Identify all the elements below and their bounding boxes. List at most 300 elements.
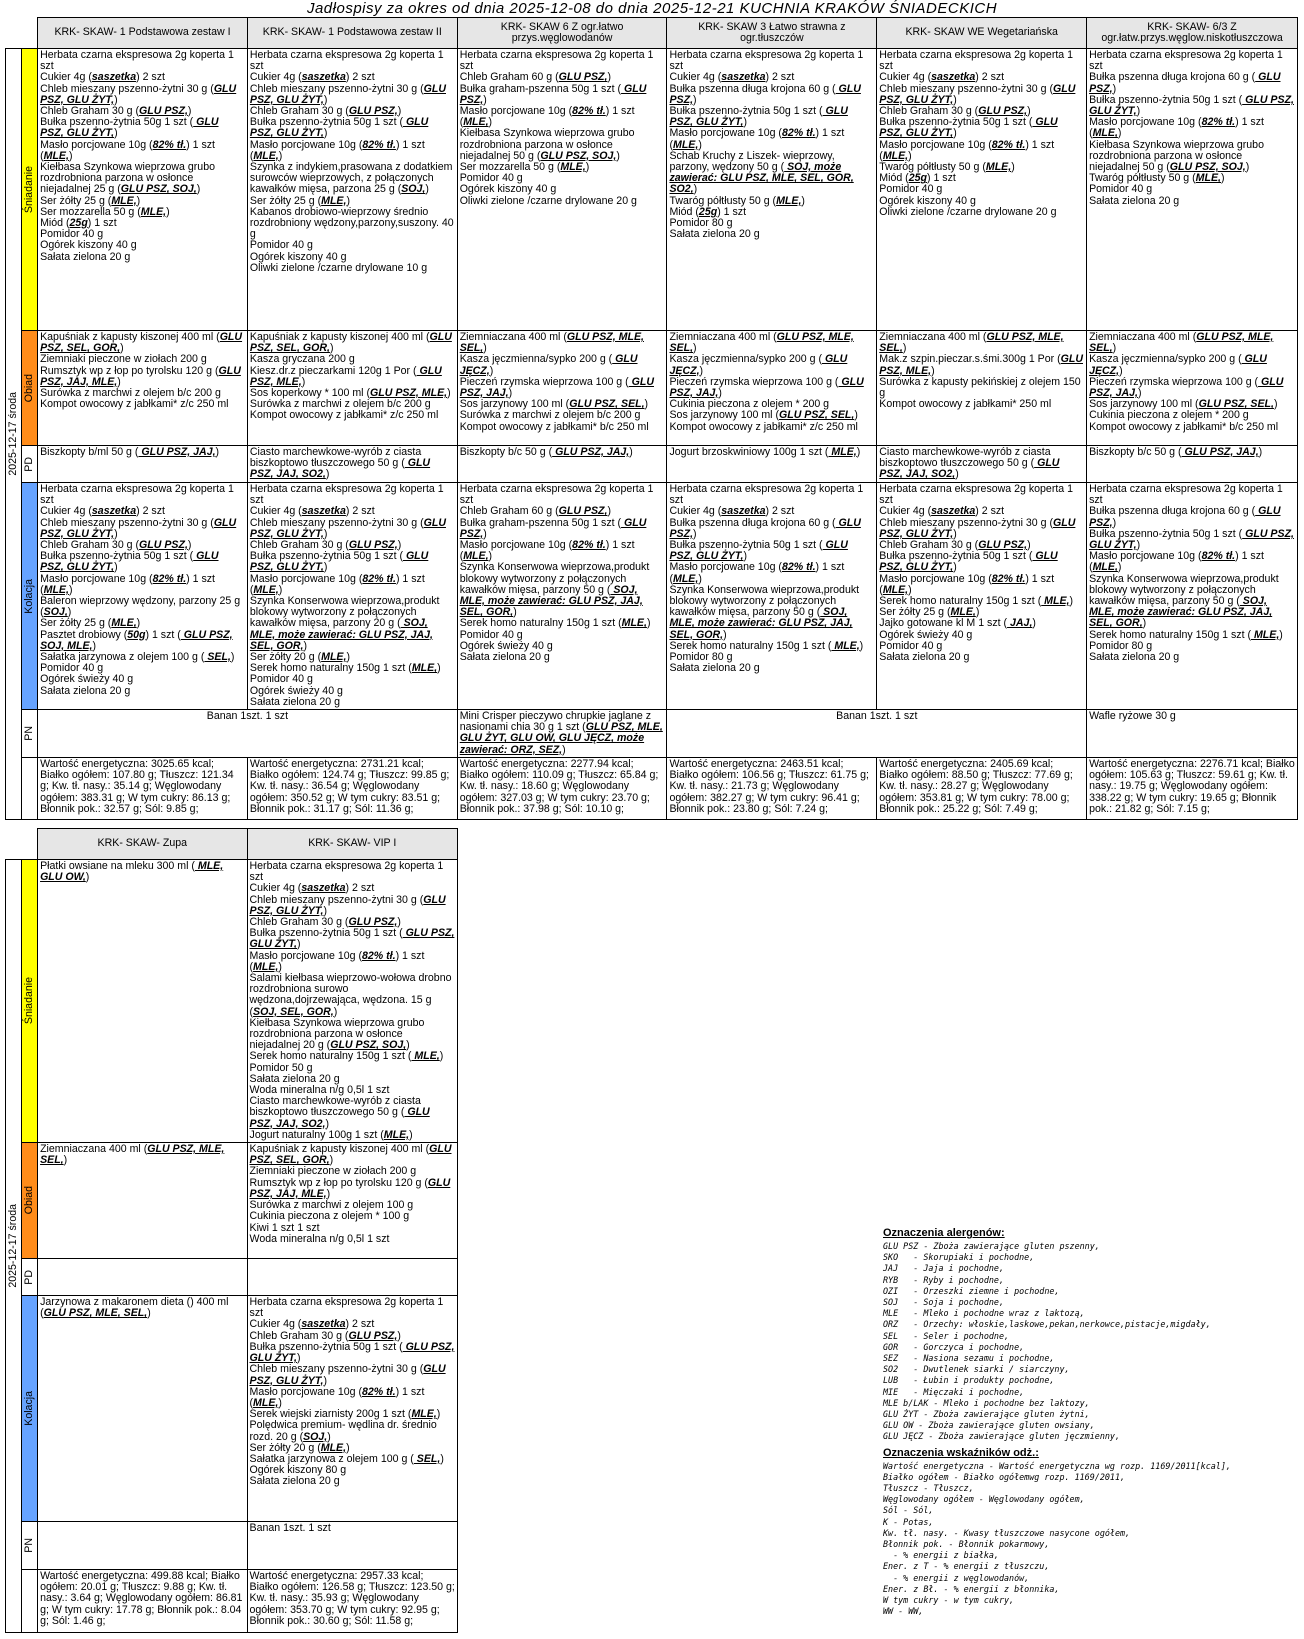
menu-table-1 — [5, 17, 1298, 820]
kolacja-cell — [38, 483, 248, 710]
menu-item: Kompot owocowy z jabłkami* z/c 250 ml — [249, 409, 439, 422]
menu-item: Pomidor 80 g — [669, 217, 733, 230]
allergen-codes: GLU PSZ, GLU ŻYT, — [249, 550, 429, 574]
allergen-legend-row: SKO - Skorupiaki i pochodne, — [883, 1252, 1035, 1263]
meal-label-obiad: Obiad — [22, 331, 38, 446]
meal-label-kolacja: Kolacja — [22, 1296, 38, 1522]
menu-item: Ser żółty 25 g (MLE,) — [249, 194, 350, 207]
allergen-legend-row: SOJ - Soja i pochodne, — [883, 1297, 1005, 1308]
menu-item: Pomidor 40 g — [249, 239, 313, 252]
allergen-codes: SOJ, MLE, może zawierać: GLU PSZ, JAJ, SEL, GOR, — [459, 583, 643, 619]
menu-item: Herbata czarna ekspresowa 2g koperta 1 szt — [249, 860, 444, 884]
menu-item: Kompot owocowy z jabłkami* z/c 250 ml — [669, 420, 858, 433]
menu-item: Bułka pszenno-żytnia 50g 1 szt ( GLU PSZ, GLU ŻYT,) — [249, 1340, 455, 1365]
allergen-codes: saszetka — [721, 505, 766, 518]
menu-item: Polędwica premium- wędlina dr. średnio rozd. 20 g (SOJ,) — [249, 1419, 437, 1443]
menu-item: Chleb Graham 60 g (GLU PSZ,) — [459, 71, 612, 84]
allergen-legend-row: ORZ - Orzechy: włoskie,laskowe,pekan,nerkowce,pistacje,migdały, — [883, 1319, 1211, 1330]
allergen-codes: saszetka — [721, 71, 766, 84]
sniadanie-cell — [877, 49, 1087, 331]
pn-cell: Banan 1szt. 1 szt — [667, 710, 1087, 758]
menu-item: Oliwki zielone /czarne drylowane 20 g — [879, 205, 1057, 218]
menu-item: Pomidor 40 g — [1089, 183, 1153, 196]
allergen-codes: MLE, — [1195, 172, 1221, 185]
menu-item: Kiełbasa Szynkowa wieprzowa grubo rozdrobniona parzona w osłonce niejadalnej 50 g (GLU PSZ, SOJ,) — [459, 127, 635, 162]
menu-item: Cukier 4g (saszetka) 2 szt — [40, 71, 165, 84]
menu-item: Pomidor 40 g — [40, 662, 104, 675]
allergen-codes: 25g — [698, 205, 718, 218]
menu-item: Woda mineralna n/g 0,5l 1 szt — [249, 1232, 390, 1245]
allergen-codes: GLU PSZ, GLU ŻYT, — [1089, 93, 1294, 118]
menu-item: Herbata czarna ekspresowa 2g koperta 1 szt — [669, 483, 864, 507]
menu-item: Szynka Konserwowa wieprzowa,produkt blokowy wytworzony z połączonych kawałków mięsa, parzony 50 g ( SOJ, MLE, może zawierać: GLU PSZ, JAJ, SEL, GOR,) — [459, 561, 650, 619]
allergen-legend-row: SEZ - Nasiona sezamu i pochodne, — [883, 1353, 1055, 1364]
meal-label-pd: PD — [22, 446, 38, 483]
allergen-codes: GLU PSZ, GLU ŻYT, — [249, 516, 446, 540]
sniadanie-cell — [247, 49, 457, 331]
allergen-codes: MLE, — [43, 149, 69, 162]
menu-item: Cukier 4g (saszetka) 2 szt — [879, 71, 1005, 84]
menu-item: Cukier 4g (saszetka) 2 szt — [249, 882, 375, 895]
allergen-codes: MLE, — [621, 617, 647, 630]
menu-item: Cukier 4g (saszetka) 2 szt — [879, 505, 1005, 518]
allergen-codes: 82% tł. — [152, 572, 187, 585]
menu-item: Miód (25g) 1 szt — [669, 205, 747, 218]
allergen-codes: GLU PSZ, SOJ, — [540, 149, 617, 162]
menu-item: Masło porcjowane 10g (82% tł.) 1 szt (MLE,) — [459, 105, 635, 129]
menu-item: Chleb Graham 30 g (GLU PSZ,) — [40, 105, 192, 118]
allergen-codes: GLU PSZ, — [558, 505, 608, 518]
allergen-codes: GLU PSZ, — [669, 516, 861, 540]
kolacja-cell — [247, 1296, 457, 1522]
menu-item: Pomidor 50 g — [249, 1061, 313, 1074]
allergen-codes: MLE, — [411, 1408, 437, 1421]
allergen-codes: GLU PSZ, GLU ŻYT, — [249, 1363, 446, 1387]
menu-item: Miód (25g) 1 szt — [879, 172, 956, 185]
menu-item: Chleb Graham 30 g (GLU PSZ,) — [249, 105, 402, 118]
allergen-legend-row: MLE - Mleko i pochodne wraz z laktozą, — [883, 1308, 1085, 1319]
stats-spacer — [22, 1570, 38, 1633]
menu-item: Masło porcjowane 10g (82% tł.) 1 szt (MLE,) — [249, 138, 425, 162]
sniadanie-cell — [1087, 49, 1298, 331]
menu-item: Oliwki zielone /czarne drylowane 20 g — [459, 194, 637, 207]
allergen-codes: GLU PSZ, JAJ, — [552, 446, 630, 458]
allergen-legend-row: OZI - Orzeszki ziemne i pochodne, — [883, 1285, 1060, 1296]
column-header: KRK- SKAW- 1 Podstawowa zestaw I — [38, 18, 248, 49]
allergen-codes: GLU PSZ, MLE, SEL, — [43, 1307, 148, 1320]
menu-item: Kompot owocowy z jabłkami* z/c 250 ml — [40, 398, 229, 411]
menu-item: Chleb Graham 30 g (GLU PSZ,) — [879, 539, 1031, 552]
allergen-codes: 82% tł. — [362, 1385, 396, 1398]
allergen-codes: SOJ, — [401, 183, 426, 196]
allergen-codes: 82% tł. — [572, 539, 606, 552]
menu-item: Herbata czarna ekspresowa 2g koperta 1 szt — [40, 483, 234, 507]
meal-label-sniadanie: Śniadanie — [22, 860, 38, 1143]
menu-item: Serek homo naturalny 150g 1 szt (MLE,) — [459, 617, 651, 630]
legend — [883, 1227, 1298, 1618]
menu-item: Serek wiejski ziarnisty 200g 1 szt (MLE,) — [249, 1408, 441, 1421]
allergen-codes: GLU PSZ, MLE, — [370, 387, 448, 400]
menu-item: Ogórek kiszony 80 g — [249, 1464, 347, 1477]
menu-item: Ogórek kiszony 40 g — [40, 239, 137, 252]
menu-item: Jajko gotowane kl M 1 szt ( JAJ,) — [879, 617, 1036, 630]
allergen-codes: GLU PSZ, — [669, 82, 861, 106]
allergen-codes: GLU PSZ, JAJ, MLE, — [249, 1176, 451, 1200]
allergen-codes: GLU PSZ, SEL, GOR, — [40, 331, 243, 355]
allergen-codes: 82% tł. — [152, 138, 187, 151]
allergen-codes: GLU PSZ, MLE, GLU ŻYT, GLU OW, GLU JĘCZ, może zawierać: ORZ, SEZ, — [459, 721, 663, 756]
menu-item: Ogórek świeży 40 g — [249, 684, 343, 697]
indicator-legend-row: Węglowodany ogółem - Węglowodany ogółem, — [883, 1494, 1085, 1505]
stats-cell: Wartość energetyczna: 2277.94 kcal; Białko ogółem: 110.09 g; Tłuszcz: 65.84 g; Kw. tł. nasy.: 18.60 g; Węglowodany ogółem: 327.03 g; W tym cukry: 23.70 g; Błonnik pok.: 37.98 g; Sól: 10.10 g; — [457, 758, 667, 820]
allergen-codes: 82% tł. — [572, 105, 606, 118]
menu-item: Ziemniaki pieczone w ziołach 200 g — [249, 1165, 417, 1178]
menu-item: Sałata zielona 20 g — [40, 684, 131, 697]
menu-item: Ogórek kiszony 40 g — [249, 250, 347, 263]
menu-item: Sałata zielona 20 g — [1089, 651, 1180, 664]
allergen-codes: MLE, — [1041, 595, 1070, 608]
allergen-codes: MLE, — [320, 1441, 347, 1454]
date-cell: 2025-12-17 środa — [6, 49, 22, 820]
menu-item: Bułka graham-pszenna 50g 1 szt ( GLU PSZ,) — [459, 82, 647, 106]
menu-item: Jogurt brzoskwiniowy 100g 1 szt ( MLE,) — [669, 446, 861, 458]
allergen-codes: GLU PSZ, JAJ, SO2, — [249, 1106, 430, 1130]
allergen-codes: SOJ, — [303, 1430, 328, 1443]
allergen-codes: GLU PSZ, GLU ŻYT, — [40, 116, 219, 140]
menu-item: Sałata zielona 20 g — [879, 651, 970, 664]
menu-item: Ser żółty 25 g (MLE,) — [40, 617, 141, 630]
allergen-codes: GLU PSZ, — [348, 539, 398, 552]
allergen-codes: GLU PSZ, GLU ŻYT, — [249, 893, 446, 917]
allergen-codes: 25g — [69, 217, 88, 230]
menu-item: Sałata zielona 20 g — [249, 1072, 340, 1085]
allergen-codes: 50g — [127, 628, 146, 641]
column-header: KRK- SKAW 3 Łatwo strawna z ogr.tłuszczów — [667, 18, 877, 49]
kolacja-cell — [667, 483, 877, 710]
menu-item: Masło porcjowane 10g (82% tł.) 1 szt (MLE,) — [249, 572, 425, 596]
menu-item: Kasza jęczmienna/sypko 200 g ( GLU JĘCZ,) — [669, 353, 848, 377]
allergen-codes: MLE, — [1251, 628, 1280, 641]
stats-cell: Wartość energetyczna: 499.88 kcal; Białko ogółem: 20.01 g; Tłuszcz: 9.88 g; Kw. tł. nasy.: 3.64 g; Węglowodany ogółem: 86.81 g; W tym cukry: 17.78 g; Błonnik pok.: 8.04 g; Sól: 1.46 g; — [38, 1570, 247, 1633]
menu-item: Ser żółty 20 g (MLE,) — [249, 651, 350, 664]
menu-item: Bułka pszenno-żytnia 50g 1 szt ( GLU PSZ, GLU ŻYT,) — [669, 105, 848, 129]
sniadanie-cell — [667, 49, 877, 331]
allergen-codes: MLE, — [43, 583, 69, 596]
obiad-cell — [247, 331, 457, 446]
allergen-codes: GLU PSZ, GLU ŻYT, — [879, 82, 1076, 106]
allergen-codes: GLU PSZ, — [139, 539, 188, 552]
menu-item: Ser mozzarella 50 g (MLE,) — [40, 205, 170, 218]
menu-item: Herbata czarna ekspresowa 2g koperta 1 szt — [249, 483, 444, 507]
menu-item: Chleb mieszany pszenno-żytni 30 g (GLU PSZ, GLU ŻYT,) — [879, 516, 1076, 540]
allergen-codes: 82% tł. — [991, 138, 1026, 151]
pd-cell — [247, 446, 457, 483]
indicator-legend-row: - % energii z węglowodanów, — [883, 1572, 1030, 1583]
menu-item: Biszkopty b/ml 50 g ( GLU PSZ, JAJ,) — [40, 446, 220, 458]
menu-item: Bułka pszenna długa krojona 60 g ( GLU PSZ,) — [669, 82, 861, 106]
menu-item: Sałatka jarzynowa z olejem 100 g ( SEL,) — [40, 651, 235, 664]
menu-item: Jogurt naturalny 100g 1 szt (MLE,) — [249, 1128, 413, 1141]
menu-item: Chleb mieszany pszenno-żytni 30 g (GLU PSZ, GLU ŻYT,) — [249, 82, 446, 106]
menu-item: Sałata zielona 20 g — [40, 250, 131, 263]
menu-item: Pomidor 40 g — [459, 172, 523, 185]
menu-item: Herbata czarna ekspresowa 2g koperta 1 szt — [1089, 483, 1283, 507]
meal-label-kolacja: Kolacja — [22, 483, 38, 710]
indicator-legend-row: Kw. tł. nasy. - Kwasy tłuszczowe nasycone ogółem, — [883, 1527, 1131, 1538]
indicator-legend-row: - % energii z białka, — [883, 1550, 999, 1561]
allergen-legend-row: RYB - Ryby i pochodne, — [883, 1274, 1005, 1285]
menu-item: Bułka pszenno-żytnia 50g 1 szt ( GLU PSZ, GLU ŻYT,) — [249, 550, 429, 574]
menu-item: Masło porcjowane 10g (82% tł.) 1 szt (MLE,) — [1089, 550, 1264, 574]
menu-item: Kompot owocowy z jabłkami* b/c 250 ml — [459, 420, 649, 433]
menu-item: Rumsztyk wp z łop po tyrolsku 120 g (GLU PSZ, JAJ, MLE,) — [249, 1176, 451, 1200]
menu-item: Bułka pszenna długa krojona 60 g ( GLU PSZ,) — [669, 516, 861, 540]
menu-item: Masło porcjowane 10g (82% tł.) 1 szt (MLE,) — [459, 539, 635, 563]
menu-item: Pomidor 40 g — [459, 628, 523, 641]
menu-item: Kiełbasa Szynkowa wieprzowa grubo rozdrobniona parzona w osłonce niejadalnej 20 g (GLU PSZ, SOJ,) — [249, 1016, 425, 1052]
allergen-codes: GLU PSZ, JAJ, MLE, — [40, 364, 241, 388]
stats-cell: Wartość energetyczna: 2405.69 kcal; Białko ogółem: 88.50 g; Tłuszcz: 77.69 g; Kw. tł. nasy.: 28.27 g; Węglowodany ogółem: 353.81 g; W tym cukry: 78.00 g; Błonnik pok.: 25.22 g; Sól: 7.49 g; — [877, 758, 1087, 820]
pd-cell — [38, 446, 248, 483]
sniadanie-cell — [38, 49, 248, 331]
column-header: KRK- SKAW 6 Z ogr.łatwo przys.węglowodanów — [457, 18, 667, 49]
menu-item: Ziemniaczana 400 ml (GLU PSZ, MLE, SEL,) — [40, 1143, 225, 1167]
menu-item: Sos jarzynowy 100 ml (GLU PSZ, SEL,) — [1089, 398, 1278, 411]
allergen-codes: GLU PSZ, GLU ŻYT, — [879, 116, 1058, 140]
menu-item: Masło porcjowane 10g (82% tł.) 1 szt (MLE,) — [669, 127, 845, 151]
kolacja-cell — [247, 483, 457, 710]
column-header: KRK- SKAW- 6/3 Z ogr.łatw.przys.węglow.niskotłuszczowa — [1087, 18, 1298, 49]
indicator-legend-row: WW - WW, — [883, 1606, 924, 1617]
pd-cell — [247, 1259, 457, 1296]
allergen-codes: 82% tł. — [362, 572, 396, 585]
menu-item: Herbata czarna ekspresowa 2g koperta 1 szt — [879, 49, 1074, 73]
allergen-codes: SEL, — [413, 1452, 441, 1465]
allergen-codes: GLU PSZ, SEL, — [569, 398, 645, 411]
sniadanie-cell — [457, 49, 667, 331]
menu-item: Ciasto marchewkowe-wyrób z ciasta biszkoptowo tłuszczowego 50 g ( GLU PSZ, JAJ, SO2,) — [249, 446, 431, 481]
allergen-legend-row: GLU PSZ - Zboża zawierające gluten pszenny, — [883, 1241, 1100, 1251]
menu-item: Bułka pszenno-żytnia 50g 1 szt ( GLU PSZ, GLU ŻYT,) — [249, 116, 429, 140]
menu-item: Serek homo naturalny 150g 1 szt ( MLE,) — [669, 639, 864, 652]
menu-item: Chleb Graham 30 g (GLU PSZ,) — [40, 539, 192, 552]
menu-item: Bułka pszenno-żytnia 50g 1 szt ( GLU PSZ, GLU ŻYT,) — [40, 116, 219, 140]
menu-item: Pomidor 40 g — [249, 673, 313, 686]
allergen-codes: GLU PSZ, SEL, GOR, — [249, 1143, 452, 1167]
allergen-codes: GLU PSZ, GLU ŻYT, — [669, 539, 848, 563]
allergen-codes: GLU PSZ, JAJ, — [459, 375, 654, 400]
obiad-cell — [877, 331, 1087, 446]
menu-item: Surówka z marchwi z olejem b/c 200 g — [40, 387, 221, 400]
menu-item: Masło porcjowane 10g (82% tł.) 1 szt (MLE,) — [669, 561, 845, 585]
menu-item: Bułka pszenno-żytnia 50g 1 szt ( GLU PSZ, GLU ŻYT,) — [669, 539, 848, 563]
allergen-codes: GLU PSZ, GLU ŻYT, — [1089, 527, 1294, 552]
allergen-legend-row: GLU JĘCZ - Zboża zawierające gluten jęczmienny, — [883, 1431, 1120, 1442]
allergen-codes: MLE, — [828, 446, 857, 458]
allergen-codes: saszetka — [91, 71, 137, 84]
menu-item: Biszkopty b/c 50 g ( GLU PSZ, JAJ,) — [1089, 446, 1263, 458]
menu-item: Serek homo naturalny 150g 1 szt ( MLE,) — [249, 1050, 444, 1063]
menu-item: Oliwki zielone /czarne drylowane 10 g — [249, 261, 428, 274]
allergen-codes: saszetka — [91, 505, 137, 518]
menu-item: Cukier 4g (saszetka) 2 szt — [669, 71, 795, 84]
menu-item: Chleb Graham 30 g (GLU PSZ,) — [249, 539, 402, 552]
menu-item: Chleb mieszany pszenno-żytni 30 g (GLU PSZ, GLU ŻYT,) — [40, 82, 237, 106]
menu-item: Twaróg półtłusty 50 g (MLE,) — [879, 161, 1015, 174]
menu-item: Szynka Konserwowa wieprzowa,produkt blokowy wytworzony z połączonych kawałków mięsa, parzony 50 g ( SOJ, MLE, może zawierać: GLU PSZ, JAJ, SEL, GOR,) — [669, 583, 860, 641]
menu-item: Masło porcjowane 10g (82% tł.) 1 szt (MLE,) — [249, 949, 425, 973]
allergen-codes: MLE, — [111, 194, 137, 207]
allergen-codes: GLU PSZ, SOJ, — [1169, 161, 1246, 174]
allergen-codes: saszetka — [931, 505, 976, 518]
menu-item: Rumsztyk wp z łop po tyrolsku 120 g (GLU PSZ, JAJ, MLE,) — [40, 364, 241, 388]
allergen-legend-row: GLU OW - Zboża zawierające gluten owsiany, — [883, 1420, 1095, 1431]
allergen-codes: GLU PSZ, SOJ, — [330, 1039, 407, 1052]
allergen-codes: GLU PSZ, GLU ŻYT, — [249, 82, 446, 106]
menu-item: Pomidor 40 g — [40, 228, 104, 241]
menu-item: Bułka pszenna długa krojona 60 g ( GLU PSZ,) — [1089, 505, 1281, 529]
allergen-legend-row: SEL - Seler i pochodne, — [883, 1330, 1010, 1341]
menu-item: Pomidor 40 g — [879, 183, 943, 196]
stats-cell: Wartość energetyczna: 2463.51 kcal; Białko ogółem: 106.56 g; Tłuszcz: 61.75 g; Kw. tł. nasy.: 21.73 g; Węglowodany ogółem: 382.27 g; W tym cukry: 96.41 g; Błonnik pok.: 23.80 g; Sól: 7.24 g; — [667, 758, 877, 820]
meal-label-sniadanie: Śniadanie — [22, 49, 38, 331]
menu-item: Ziemniaczana 400 ml (GLU PSZ, MLE, SEL,) — [1089, 331, 1274, 355]
allergen-codes: saszetka — [301, 1318, 346, 1331]
menu-item: Miód (25g) 1 szt — [40, 217, 117, 230]
meal-label-pn: PN — [22, 1522, 38, 1570]
menu-item: Herbata czarna ekspresowa 2g koperta 1 szt — [879, 483, 1074, 507]
allergen-codes: MLE, GLU OW, — [40, 860, 224, 884]
menu-item: Masło porcjowane 10g (82% tł.) 1 szt (MLE,) — [1089, 116, 1264, 140]
menu-item: Chleb mieszany pszenno-żytni 30 g (GLU PSZ, GLU ŻYT,) — [249, 893, 446, 917]
allergen-legend-row: GLU ŻYT - Zboża zawierające gluten żytni, — [883, 1409, 1090, 1420]
menu-item: Ziemniaczana 400 ml (GLU PSZ, MLE, SEL,) — [459, 331, 644, 355]
menu-item: Ziemniaczana 400 ml (GLU PSZ, MLE, SEL,) — [879, 331, 1064, 355]
allergen-codes: MLE, — [882, 583, 909, 596]
menu-item: Sos koperkowy * 100 ml (GLU PSZ, MLE,) — [249, 387, 451, 400]
allergen-codes: GLU PSZ, GLU ŻYT, — [40, 82, 237, 106]
indicator-legend-row: Białko ogółem - Białko ogółemwg rozp. 1169/2011, — [883, 1471, 1126, 1482]
menu-item: Twaróg półtłusty 50 g (MLE,) — [669, 194, 805, 207]
allergen-codes: MLE, — [882, 149, 909, 162]
indicators-list — [883, 1461, 1298, 1618]
allergen-codes: MLE, — [560, 161, 586, 174]
menu-item: Cukinia pieczona z olejem * 200 g — [669, 398, 830, 411]
menu-item: Bułka pszenna długa krojona 60 g ( GLU PSZ,) — [1089, 71, 1281, 95]
menu-item: Salami kiełbasa wieprzowo-wołowa drobno rozdrobniona surowo wędzona,dojrzewająca, wędzona. 15 g (SOJ, SEL, GOR,) — [249, 972, 452, 1018]
allergens-list — [883, 1241, 1298, 1443]
obiad-cell — [38, 1143, 247, 1259]
allergen-codes: MLE, — [253, 583, 279, 596]
menu-item: Cukier 4g (saszetka) 2 szt — [249, 71, 375, 84]
menu-table-2 — [5, 828, 458, 1633]
stats-cell: Wartość energetyczna: 2731.21 kcal; Białko ogółem: 124.74 g; Tłuszcz: 99.85 g; Kw. tł. nasy.: 36.54 g; Węglowodany ogółem: 350.52 g; W tym cukry: 83.51 g; Błonnik pok.: 31.17 g; Sól: 11.36 g; — [247, 758, 457, 820]
menu-item: Sałata zielona 20 g — [669, 662, 760, 675]
menu-item: Pomidor 80 g — [1089, 639, 1153, 652]
allergen-codes: GLU JĘCZ, — [459, 353, 638, 377]
allergen-codes: 82% tł. — [362, 949, 396, 962]
menu-item: Sałatka jarzynowa z olejem 100 g ( SEL,) — [249, 1452, 444, 1465]
kolacja-cell — [38, 1296, 247, 1522]
allergen-codes: JAJ, — [1007, 617, 1033, 630]
indicator-legend-row: K - Potas, — [883, 1516, 934, 1527]
menu-item: Ciasto marchewkowe-wyrób z ciasta biszkoptowo tłuszczowego 50 g ( GLU PSZ, JAJ, SO2,) — [879, 446, 1060, 481]
allergen-codes: SOJ, może zawierać: GLU PSZ, MLE, SEL, GOR, SO2, — [669, 161, 854, 196]
menu-item: Serek homo naturalny 150g 1 szt ( MLE,) — [879, 595, 1073, 608]
meal-label-obiad: Obiad — [22, 1143, 38, 1259]
allergen-codes: GLU PSZ, — [459, 516, 647, 540]
pn-cell: Banan 1szt. 1 szt — [38, 710, 458, 758]
menu-item: Ogórek kiszony 40 g — [879, 194, 976, 207]
menu-item: Surówka z marchwi z olejem b/c 200 g — [459, 409, 641, 422]
date-cell: 2025-12-17 środa — [6, 860, 22, 1633]
allergen-codes: GLU PSZ, GLU ŻYT, — [879, 516, 1076, 540]
menu-item: Ogórek świeży 40 g — [459, 639, 553, 652]
menu-item: Kasza jęczmienna/sypko 200 g ( GLU JĘCZ,) — [1089, 353, 1267, 377]
menu-item: Pomidor 80 g — [669, 651, 733, 664]
menu-item: Sałata zielona 20 g — [1089, 194, 1180, 207]
menu-item: Kiełbasa Szynkowa wieprzowa grubo rozdrobniona parzona w osłonce niejadalnej 50 g (GLU PSZ, SOJ,) — [1089, 138, 1264, 174]
menu-item: Jarzynowa z makaronem dieta () 400 ml (GLU PSZ, MLE, SEL,) — [40, 1296, 229, 1320]
allergen-codes: GLU PSZ, SEL, — [779, 409, 855, 422]
menu-item: Herbata czarna ekspresowa 2g koperta 1 szt — [40, 49, 234, 73]
allergen-codes: 82% tł. — [781, 561, 816, 574]
column-header: KRK- SKAW- 1 Podstawowa zestaw II — [247, 18, 457, 49]
allergen-codes: GLU PSZ, JAJ, — [669, 375, 864, 400]
allergen-codes: GLU PSZ, — [348, 1329, 398, 1342]
allergen-codes: GLU PSZ, MLE, — [879, 353, 1083, 377]
menu-item: Kapuśniak z kapusty kiszonej 400 ml (GLU PSZ, SEL, GOR,) — [249, 1143, 452, 1167]
menu-item: Kapuśniak z kapusty kiszonej 400 ml (GLU PSZ, SEL, GOR,) — [40, 331, 243, 355]
allergen-codes: SOJ, MLE, może zawierać: GLU PSZ, JAJ, SEL, GOR, — [249, 617, 433, 652]
menu-item: Cukier 4g (saszetka) 2 szt — [249, 505, 375, 518]
allergen-codes: saszetka — [301, 505, 346, 518]
kolacja-cell — [877, 483, 1087, 710]
menu-item: Kapuśniak z kapusty kiszonej 400 ml (GLU PSZ, SEL, GOR,) — [249, 331, 452, 355]
menu-item: Schab Kruchy z Liszek- wieprzowy, parzony, wędzony 50 g ( SOJ, może zawierać: GLU PSZ, MLE, SEL, GOR, SO2,) — [669, 149, 854, 196]
menu-item: Ser żółty 20 g (MLE,) — [249, 1441, 350, 1454]
menu-item: Herbata czarna ekspresowa 2g koperta 1 szt — [459, 49, 654, 73]
menu-item: Szynka Konserwowa wieprzowa,produkt blokowy wytworzony z połączonych kawałków mięsa, parzony 50 g ( SOJ, MLE, może zawierać: GLU PSZ, JAJ, SEL, GOR,) — [1089, 572, 1279, 630]
allergen-codes: MLE, — [985, 161, 1012, 174]
allergen-codes: MLE, — [831, 639, 860, 652]
obiad-cell — [38, 331, 248, 446]
allergen-codes: GLU PSZ, MLE, SEL, — [40, 1143, 225, 1167]
menu-item: Chleb mieszany pszenno-żytni 30 g (GLU PSZ, GLU ŻYT,) — [249, 516, 446, 540]
pn-cell — [38, 1522, 247, 1570]
allergen-codes: MLE, — [140, 205, 167, 218]
menu-item: Mini Crisper pieczywo chrupkie jaglane z nasionami chia 30 g 1 szt (GLU PSZ, MLE, GLU ŻYT, GLU OW, GLU JĘCZ, może zawierać: ORZ, SEZ,) — [459, 710, 663, 756]
allergen-codes: MLE, — [411, 1050, 440, 1063]
menu-item: Mak.z szpin.pieczar.s.śmi.300g 1 Por (GLU PSZ, MLE,) — [879, 353, 1083, 377]
menu-item: Chleb Graham 60 g (GLU PSZ,) — [459, 505, 612, 518]
menu-item: Kiesz.dr.z pieczarkami 120g 1 Por ( GLU PSZ, MLE,) — [249, 364, 442, 388]
allergen-codes: saszetka — [931, 71, 976, 84]
menu-item: Kabanos drobiowo-wieprzowy średnio rozdrobniony wędzony,parzony,suszony. 40 g — [249, 205, 454, 241]
menu-item: Kasza jęczmienna/sypko 200 g ( GLU JĘCZ,) — [459, 353, 638, 377]
menu-item: Sałata zielona 20 g — [249, 1475, 340, 1488]
allergen-codes: SEL, — [204, 651, 231, 664]
allergens-title: Oznaczenia alergenów: — [883, 1227, 1005, 1239]
menu-item: Pieczeń rzymska wieprzowa 100 g ( GLU PSZ, JAJ,) — [459, 375, 654, 400]
allergen-codes: MLE, — [253, 960, 279, 973]
allergen-codes: GLU PSZ, MLE, SEL, — [669, 331, 854, 355]
menu-item: Cukier 4g (saszetka) 2 szt — [249, 1318, 375, 1331]
menu-item: Kompot owocowy z jabłkami* 250 ml — [879, 398, 1052, 411]
meal-label-pd: PD — [22, 1259, 38, 1296]
menu-item: Masło porcjowane 10g (82% tł.) 1 szt (MLE,) — [879, 138, 1055, 162]
obiad-cell — [667, 331, 877, 446]
